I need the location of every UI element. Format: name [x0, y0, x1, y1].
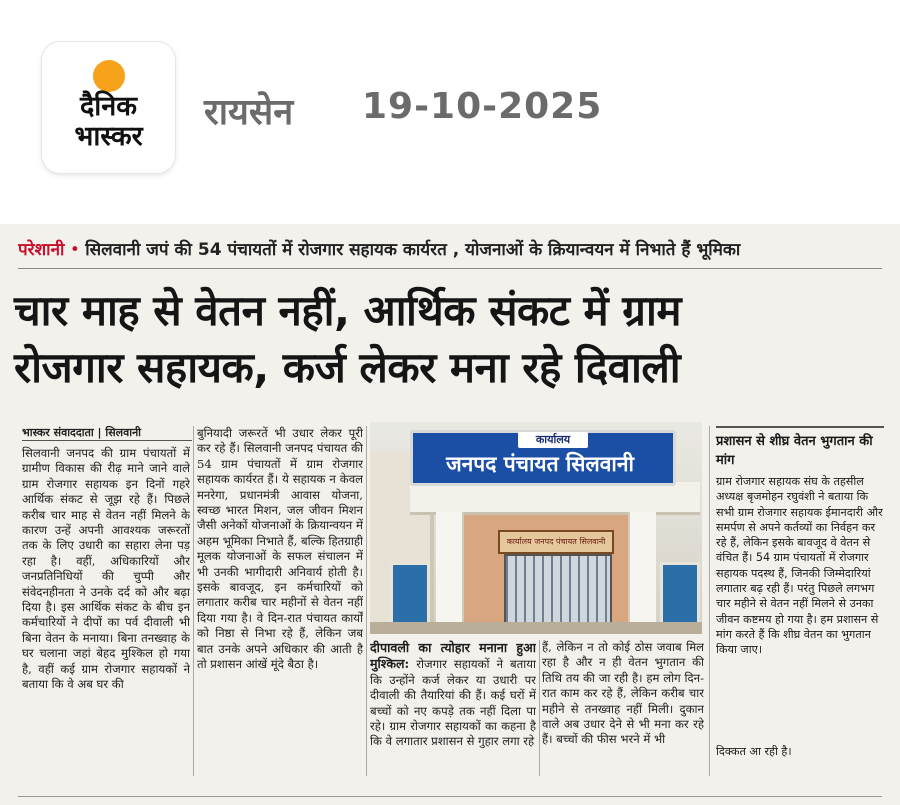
headline-line2: रोजगार सहायक, कर्ज लेकर मना रहे दिवाली: [14, 343, 681, 392]
edition-date: 19-10-2025: [362, 86, 603, 127]
sign-main-text: जनपद पंचायत सिलवानी: [446, 452, 634, 476]
article-column-2: बुनियादी जरूरतें भी उधार लेकर पूरी कर रहे हैं। सिलवानी जनपद पंचायत की 54 ग्राम पंचायतों में ग्राम रोजगार सहायक कार्यरत हैं। ये सहायक न केवल मनरेगा, प्रधानमंत्री आवास योजना, स्वच्छ भारत मिशन, जल जीवन मिशन जैसी अनेकों योजनाओं के क्रियान्वयन में अहम भूमिका निभाते हैं, बल्कि हितग्राही मूलक योजनाओं के सफल संचालन में भी उनकी भागीदारी अनिवार्य होती है। इसके बावजूद, इन कर्मचारियों को लगातार करीब चार महीनों से वेतन नहीं दिया गया है। वे दिन-रात पंचायत कार्यों को निष्ठा से निभा रहे हैं, लेकिन जब बात उनके अपने अधिकार की आती है तो प्रशासन आंखें मूंदे बैठा है।: [197, 426, 363, 672]
column-divider: [709, 426, 710, 776]
edition-city: रायसेन: [204, 92, 294, 133]
column-3-text: रोजगार सहायकों ने बताया कि उन्होंने कर्ज लेकर या उधारी पर दीवाली की तैयारियां की हैं। कई घरों में बच्चों को नए कपड़े तक नहीं दिला पा रहे। ग्राम रोजगार सहायकों का कहना है कि वे लगातार प्रशासन से गुहार लगा रहे: [370, 657, 536, 749]
headline: [14, 282, 886, 396]
kicker-tag: परेशानी: [18, 240, 65, 260]
sidebar-body: ग्राम रोजगार सहायक संघ के तहसील अध्यक्ष बृजमोहन रघुवंशी ने बताया कि सभी ग्राम रोजगार सहायक ईमानदारी और समर्पण से अपने कर्तव्यों का निर्वहन कर रहे हैं, लेकिन इसके बावजूद वे वेतन से वंचित हैं। 54 ग्राम पंचायतों में रोजगार सहायक पदस्थ हैं, जिनकी जिम्मेदारियां लगातार बढ़ रही हैं। परंतु पिछले लगभग चार महीने से वेतन नहीं मिलने से उनका जीवन कष्टमय हो गया है। हम प्रशासन से मांग करते हैं कि शीघ्र वेतन का भुगतान किया जाए।: [716, 475, 883, 657]
sun-logo-icon: [93, 60, 125, 92]
headline-line1: चार माह से वेतन नहीं, आर्थिक संकट में ग्राम: [14, 286, 681, 335]
window: [660, 562, 700, 628]
bottom-rule: [18, 796, 882, 797]
kicker-rule: [18, 268, 882, 269]
sidebar-title: प्रशासन से शीघ्र वेतन भुगतान की मांग: [716, 426, 884, 470]
kicker-line: [18, 236, 888, 264]
window: [390, 562, 430, 628]
dainik-bhaskar-logo: [42, 42, 175, 173]
byline: भास्कर संवाददाता | सिलवानी: [22, 426, 192, 441]
article-column-1: सिलवानी जनपद की ग्राम पंचायतों में ग्रामीण विकास की रीढ़ माने जाने वाले ग्राम रोजगार सहायक इन दिनों गहरे आर्थिक संकट से जूझ रहे हैं। पिछले करीब चार माह से वेतन नहीं मिलने के कारण उन्हें अपनी आवश्यक जरूरतों तक के लिए उधारी का सहारा लेना पड़ रहा है। वहीं, अधिकारियों और जनप्रतिनिधियों की चुप्पी और संवेदनहीनता ने उनके दर्द को और बढ़ा दिया है। इस आर्थिक संकट के बीच इन कर्मचारियों ने दीपों का पर्व दीवाली भी बिना वेतन के मनाया। बिना तनख्वाह के घर चलाना जहां बेहद मुश्किल हो गया है, वहीं कई ग्राम रोजगार सहायकों ने बताया कि वे अब घर की: [22, 446, 190, 692]
subhead-diwali: दीपावली का त्योहार मनाना हुआ मुश्किल:: [370, 640, 536, 672]
column-divider: [366, 426, 367, 776]
kicker-bullet: •: [69, 240, 80, 260]
column-divider: [539, 640, 540, 776]
article-column-3: [370, 640, 536, 776]
plate-text: कार्यालय जनपद पंचायत सिलवानी: [506, 537, 606, 546]
column-divider: [193, 426, 194, 776]
logo-text-line1: दैनिक: [79, 91, 138, 122]
sidebar-end-text: दिक्कत आ रही है।: [716, 745, 792, 758]
sign-top-text: कार्यालय: [535, 433, 571, 446]
kicker-text: सिलवानी जपं की 54 पंचायतों में रोजगार सहायक कार्यरत , योजनाओं के क्रियान्वयन में निभाते हैं भूमिका: [85, 240, 741, 260]
office-photo: [370, 422, 702, 634]
article-column-4: हैं, लेकिन न तो कोई ठोस जवाब मिल रहा है और न ही वेतन भुगतान की तिथि तय की जा रही है। हम लोग दिन-रात काम कर रहे हैं, लेकिन करीब चार महीने से तनख्वाह नहीं मिली। दुकान वाले अब उधार देने से भी मना कर रहे हैं। बच्चों की फीस भरने में भी: [542, 640, 704, 747]
logo-text-line2: भास्कर: [74, 121, 143, 152]
